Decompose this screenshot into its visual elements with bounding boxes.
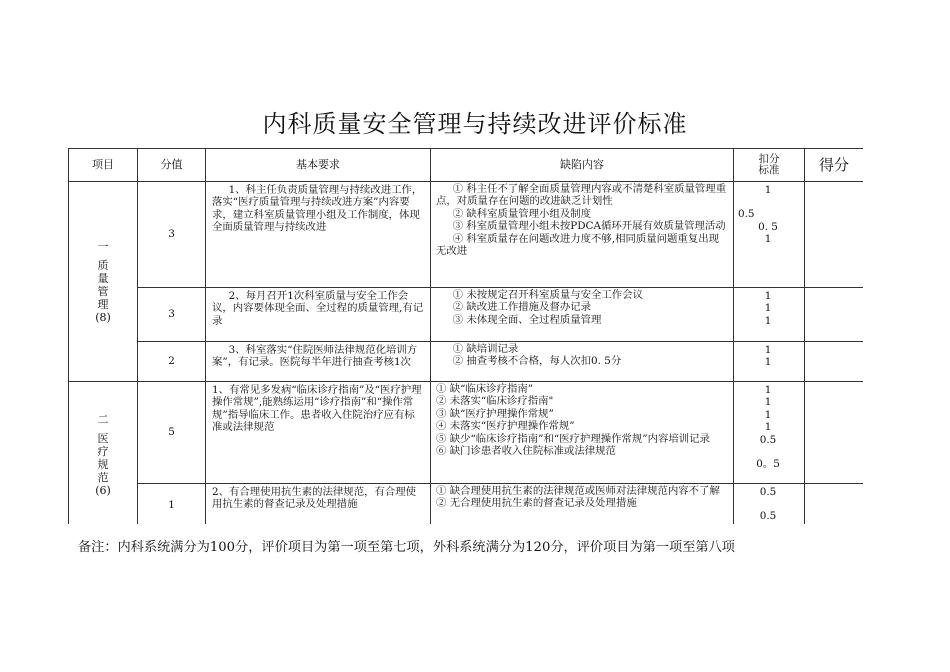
score-cell: 3 — [138, 288, 206, 342]
evaluation-table — [68, 148, 863, 524]
table-row — [69, 288, 864, 342]
deduction-cell: 1 1 1 — [734, 288, 805, 342]
requirement-cell: 2、每月召开1次科室质量与安全工作会议，内容要体现全面、全过程的质量管理,有记录 — [206, 288, 431, 342]
evaluation-table-container — [68, 148, 863, 524]
requirement-cell: 2、有合理使用抗生素的法律规范，有合理使用抗生素的督查记录及处理措施 — [206, 484, 431, 525]
earned-cell — [805, 342, 864, 382]
defect-cell: ① 缺合理使用抗生素的法律规范或医师对法律规范内容不了解 ② 无合理使用抗生素的督查记录及处理措施 — [431, 484, 734, 525]
defect-cell: ① 科主任不了解全面质量管理内容或不清楚科室质量管理重点，对质量存在问题的改进缺乏计划性 ② 缺科室质量管理小组及制度 ③ 科室质量管理小组未按PDCA循环开展有效质量管理活动 ④ 科室质量存在问题改进力度不够,相同质量问题重复出现无改进 — [431, 182, 734, 288]
score-cell: 5 — [138, 382, 206, 484]
header-requirement: 基本要求 — [206, 149, 431, 182]
page-title: 内科质量安全管理与持续改进评价标准 — [262, 110, 688, 138]
requirement-cell: 1、有常见多发病“临床诊疗指南”及“医疗护理操作常规”,能熟练运用“诊疗指南”和“操作常规”指导临床工作。患者收入住院治疗应有标准或法律规范 — [206, 382, 431, 484]
table-row — [69, 342, 864, 382]
score-cell: 1 — [138, 484, 206, 525]
score-cell: 2 — [138, 342, 206, 382]
deduction-cell: 1 0.5 0. 5 1 — [734, 182, 805, 288]
defect-cell: ① 未按规定召开科室质量与安全工作会议 ② 缺改进工作措施及督办记录 ③ 未体现全面、全过程质量管理 — [431, 288, 734, 342]
category-cell: 二 医 疗 规 范 (6) — [69, 382, 138, 525]
category-cell: 一 质 量 管 理 (8) — [69, 182, 138, 382]
earned-cell — [805, 484, 864, 525]
requirement-cell: 3、科室落实“住院医师法律规范化培训方案”，有记录。医院每半年进行抽查考核1次 — [206, 342, 431, 382]
table-row — [69, 182, 864, 288]
defect-cell: ① 缺“临床诊疗指南” ② 未落实“临床诊疗指南" ③ 缺“医疗护理操作常规” ④ 未落实“医疗护理操作常规” ⑤ 缺少“临床诊疗指南”和“医疗护理操作常规”内容培训记录 ⑥ 缺门诊患者收入住院标准或法律规范 — [431, 382, 734, 484]
header-defects: 缺陷内容 — [431, 149, 734, 182]
deduction-cell: 1 1 — [734, 342, 805, 382]
score-cell: 3 — [138, 182, 206, 288]
header-earned: 得分 — [805, 149, 864, 182]
earned-cell — [805, 182, 864, 288]
defect-cell: ① 缺培训记录 ② 抽查考核不合格，每人次扣0. 5分 — [431, 342, 734, 382]
earned-cell — [805, 288, 864, 342]
deduction-cell: 0.5 0.5 — [734, 484, 805, 525]
table-row — [69, 484, 864, 525]
earned-cell — [805, 382, 864, 484]
header-item: 项目 — [69, 149, 138, 182]
table-header-row — [69, 149, 864, 182]
deduction-cell: 1 1 1 1 0.5 0。5 — [734, 382, 805, 484]
header-score: 分值 — [138, 149, 206, 182]
footnote: 备注：内科系统满分为100分，评价项目为第一项至第七项，外科系统满分为120分，评价项目为第一项至第八项 — [78, 540, 735, 555]
table-row — [69, 382, 864, 484]
header-deduction: 扣分标准 — [734, 149, 805, 182]
requirement-cell: 1、科主任负责质量管理与持续改进工作，落实“医疗质量管理与持续改进方案”内容要求，建立科室质量管理小组及工作制度，体现全面质量管理与持续改进 — [206, 182, 431, 288]
